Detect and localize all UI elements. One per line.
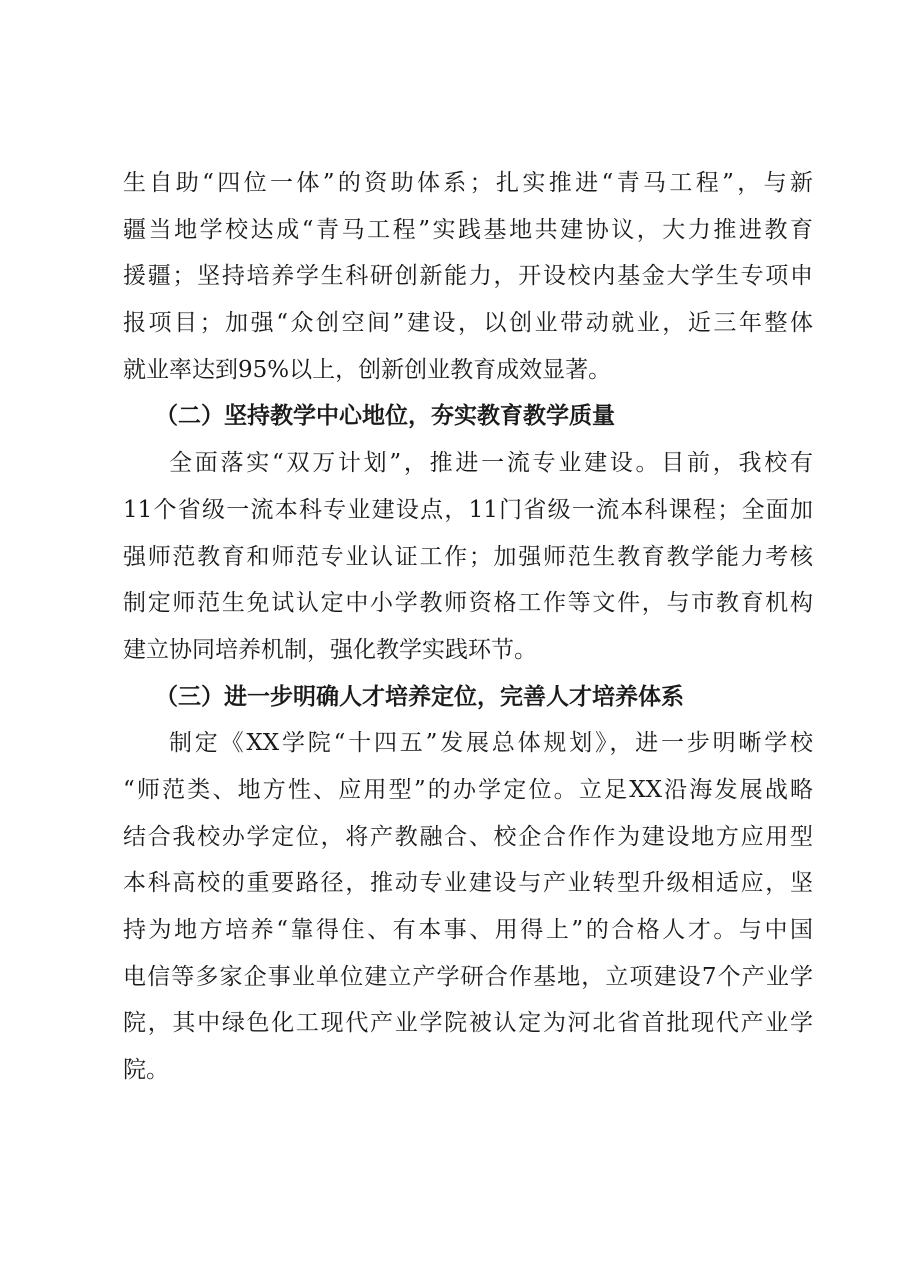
section-heading-3	[123, 674, 813, 721]
heading-line: （二）坚持教学中心地位，夯实教育教学质量	[155, 402, 615, 430]
text-line: “师范类、地方性、应用型”的办学定位。立足XX沿海发展战略	[123, 776, 813, 803]
paragraph-teaching	[123, 440, 813, 673]
text-line: 生自助“四位一体”的资助体系；扎实推进“青马工程”，与新	[123, 170, 813, 196]
text-line: 就业率达到95%以上，创新创业教育成效显著。	[123, 356, 612, 383]
paragraph-continued	[123, 160, 813, 393]
text-line: 持为地方培养“靠得住、有本事、用得上”的合格人才。与中国	[123, 917, 813, 943]
text-line: 院。	[123, 1057, 169, 1084]
text-line: 电信等多家企事业单位建立产学研合作基地，立项建设7个产业学	[123, 963, 813, 990]
paragraph-talent	[123, 720, 813, 1094]
text-line: 院，其中绿色化工现代产业学院被认定为河北省首批现代产业学	[123, 1010, 813, 1037]
text-line: 强师范教育和师范专业认证工作；加强师范生教育教学能力考核	[123, 543, 813, 570]
text-line: 疆当地学校达成“青马工程”实践基地共建协议，大力推进教育	[123, 216, 813, 243]
text-line: 11个省级一流本科专业建设点，11门省级一流本科课程；全面加	[123, 496, 813, 523]
section-heading-2	[123, 393, 813, 440]
text-line: 结合我校办学定位，将产教融合、校企合作作为建设地方应用型	[123, 823, 813, 850]
document-body	[123, 160, 813, 1094]
text-line: 全面落实“双万计划”，推进一流专业建设。目前，我校有	[169, 450, 813, 477]
text-line: 援疆；坚持培养学生科研创新能力，开设校内基金大学生专项申	[123, 263, 813, 290]
text-line: 本科高校的重要路径，推动专业建设与产业转型升级相适应，坚	[123, 870, 813, 897]
text-line: 制定《XX学院“十四五”发展总体规划》，进一步明晰学校	[169, 730, 813, 757]
heading-line: （三）进一步明确人才培养定位，完善人才培养体系	[155, 682, 684, 710]
text-line: 建立协同培养机制，强化教学实践环节。	[123, 636, 537, 663]
text-line: 报项目；加强“众创空间”建设，以创业带动就业，近三年整体	[123, 310, 813, 337]
text-line: 制定师范生免试认定中小学教师资格工作等文件，与市教育机构	[123, 590, 813, 617]
